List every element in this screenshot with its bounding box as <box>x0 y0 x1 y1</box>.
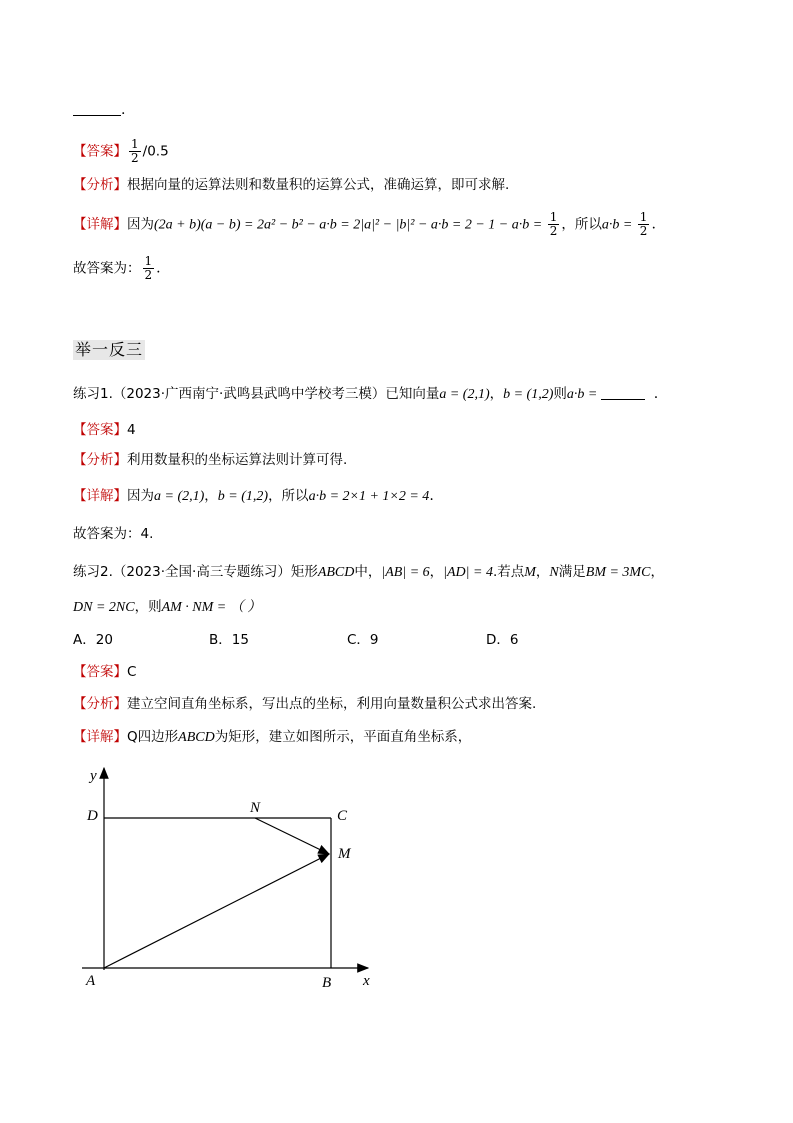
analysis-tag: 【分析】 <box>73 177 127 193</box>
final-prefix: 故答案为： <box>73 260 141 277</box>
ex1-answer <box>73 420 136 440</box>
ex2-point-m: M <box>524 565 536 580</box>
vector-am <box>104 854 329 968</box>
ex1-detail-sep: ， <box>204 488 218 504</box>
ex1-then: 则 <box>553 386 567 402</box>
ex2-sep2: ， <box>535 564 550 580</box>
answer-tag: 【答案】 <box>73 664 127 680</box>
label-b: B <box>322 975 332 991</box>
final-end: . <box>156 260 161 277</box>
ex1-analysis <box>73 450 347 470</box>
ex1-detail-prefix: 因为 <box>127 488 154 504</box>
section-title: 举一反三 <box>75 340 144 359</box>
answer-tag: 【答案】 <box>73 143 127 160</box>
ex2-detail-rect: ABCD <box>178 730 215 745</box>
ex1-blank <box>601 385 645 400</box>
detail-mid: ，所以 <box>561 216 602 233</box>
ex2-detail-rest: 为矩形，建立如图所示，平面直角坐标系， <box>214 729 472 745</box>
label-m: M <box>338 846 351 862</box>
ex2-rect: ABCD <box>317 565 355 580</box>
ex1-final-text: 故答案为：4. <box>73 526 154 542</box>
ex2-analysis <box>73 694 536 714</box>
ex2-analysis-text: 建立空间直角坐标系，写出点的坐标，利用向量数量积公式求出答案. <box>127 696 537 712</box>
ex1-detail-a: a = (2,1) <box>154 489 205 504</box>
ex2-stem <box>73 562 664 583</box>
answer-blank <box>73 101 121 116</box>
ex1-sep: ， <box>489 386 504 402</box>
ex2-detail <box>73 727 471 748</box>
ex2-stem-prefix: 练习2.（2023·全国·高三专题练习）矩形 <box>73 564 318 580</box>
ex2-answer <box>73 662 136 682</box>
ex2-stem-then: ，则 <box>134 599 162 615</box>
ex1-analysis-text: 利用数量积的坐标运算法则计算可得. <box>127 452 348 468</box>
detail-expression-2: a·b = <box>601 217 636 233</box>
analysis-text: 根据向量的运算法则和数量积的运算公式，准确运算，即可求解. <box>127 177 510 193</box>
option-d: D．6 <box>486 632 519 648</box>
option-b: B．15 <box>209 632 249 648</box>
label-a: A <box>86 973 96 989</box>
final-fraction: $\frac{1}{2}$ <box>144 254 153 282</box>
ex1-detail <box>73 486 434 507</box>
detail-fraction: $\frac{1}{2}$ <box>549 210 558 238</box>
ex2-sep3: ， <box>650 564 664 580</box>
detail-tag: 【详解】 <box>73 216 127 233</box>
vector-nm <box>255 818 329 854</box>
ex1-detail-b: b = (1,2) <box>217 489 269 504</box>
ex2-answer-value: C <box>127 664 137 680</box>
answer-tag: 【答案】 <box>73 422 127 438</box>
ex2-point-n: N <box>549 565 559 580</box>
ex2-stem-in: 中， <box>354 564 382 580</box>
ex1-stem <box>73 384 658 405</box>
ex1-answer-value: 4 <box>127 422 136 438</box>
option-a: A．20 <box>73 632 113 648</box>
ex2-condition-2: DN = 2NC <box>73 600 135 615</box>
detail-tag: 【详解】 <box>73 488 127 504</box>
q0-answer <box>73 138 169 165</box>
label-x: x <box>363 973 370 989</box>
ex1-vector-a: a = (2,1) <box>439 387 490 402</box>
analysis-tag: 【分析】 <box>73 696 127 712</box>
q0-final <box>73 255 161 282</box>
ex1-stem-prefix: 练习1.（2023·广西南宁·武鸣县武鸣中学校考三模）已知向量 <box>73 386 440 402</box>
detail-end: . <box>651 216 656 233</box>
detail-tag: 【详解】 <box>73 729 127 745</box>
rectangle-coordinate-figure <box>70 760 390 1000</box>
label-d: D <box>87 808 98 824</box>
ex1-detail-end: . <box>429 488 434 504</box>
detail-prefix: 因为 <box>127 216 154 233</box>
detail-fraction-2: $\frac{1}{2}$ <box>639 210 648 238</box>
ex1-vector-b: b = (1,2) <box>503 387 554 402</box>
detail-expression: (2a + b)(a − b) = 2a² − b² − a·b = 2|a|² − |b|² − a·b = 2 − 1 − a·b = <box>154 217 546 233</box>
analysis-tag: 【分析】 <box>73 452 127 468</box>
q0-detail <box>73 211 656 238</box>
ex2-ad-length: |AD| = 4 <box>443 565 493 580</box>
ex2-stem-line2 <box>73 597 261 618</box>
ex2-ab-length: |AB| = 6 <box>381 565 430 580</box>
top-blank-line <box>73 100 125 120</box>
ex1-dot: a·b = <box>566 387 601 402</box>
ex2-sep1: ， <box>429 564 444 580</box>
ex2-stem-if: .若点 <box>492 564 525 580</box>
answer-alt: /0.5 <box>142 143 169 160</box>
top-blank-suffix: . <box>121 102 126 118</box>
q0-analysis <box>73 175 509 195</box>
label-c: C <box>337 808 348 824</box>
ex2-detail-prefix: Q四边形 <box>127 729 179 745</box>
ex1-final <box>73 524 153 544</box>
ex1-end: . <box>653 386 659 402</box>
ex2-condition-1: BM = 3MC <box>585 565 651 580</box>
ex2-stem-sat: 满足 <box>558 564 586 580</box>
option-c: C．9 <box>347 632 379 648</box>
ex2-ask: AM · NM = （ ） <box>161 600 262 615</box>
ex1-detail-calc: a·b = 2×1 + 1×2 = 4 <box>308 489 430 504</box>
ex1-detail-mid: ，所以 <box>268 488 309 504</box>
label-n: N <box>250 800 261 816</box>
label-y: y <box>90 768 97 784</box>
answer-fraction: $\frac{1}{2}$ <box>131 137 139 165</box>
